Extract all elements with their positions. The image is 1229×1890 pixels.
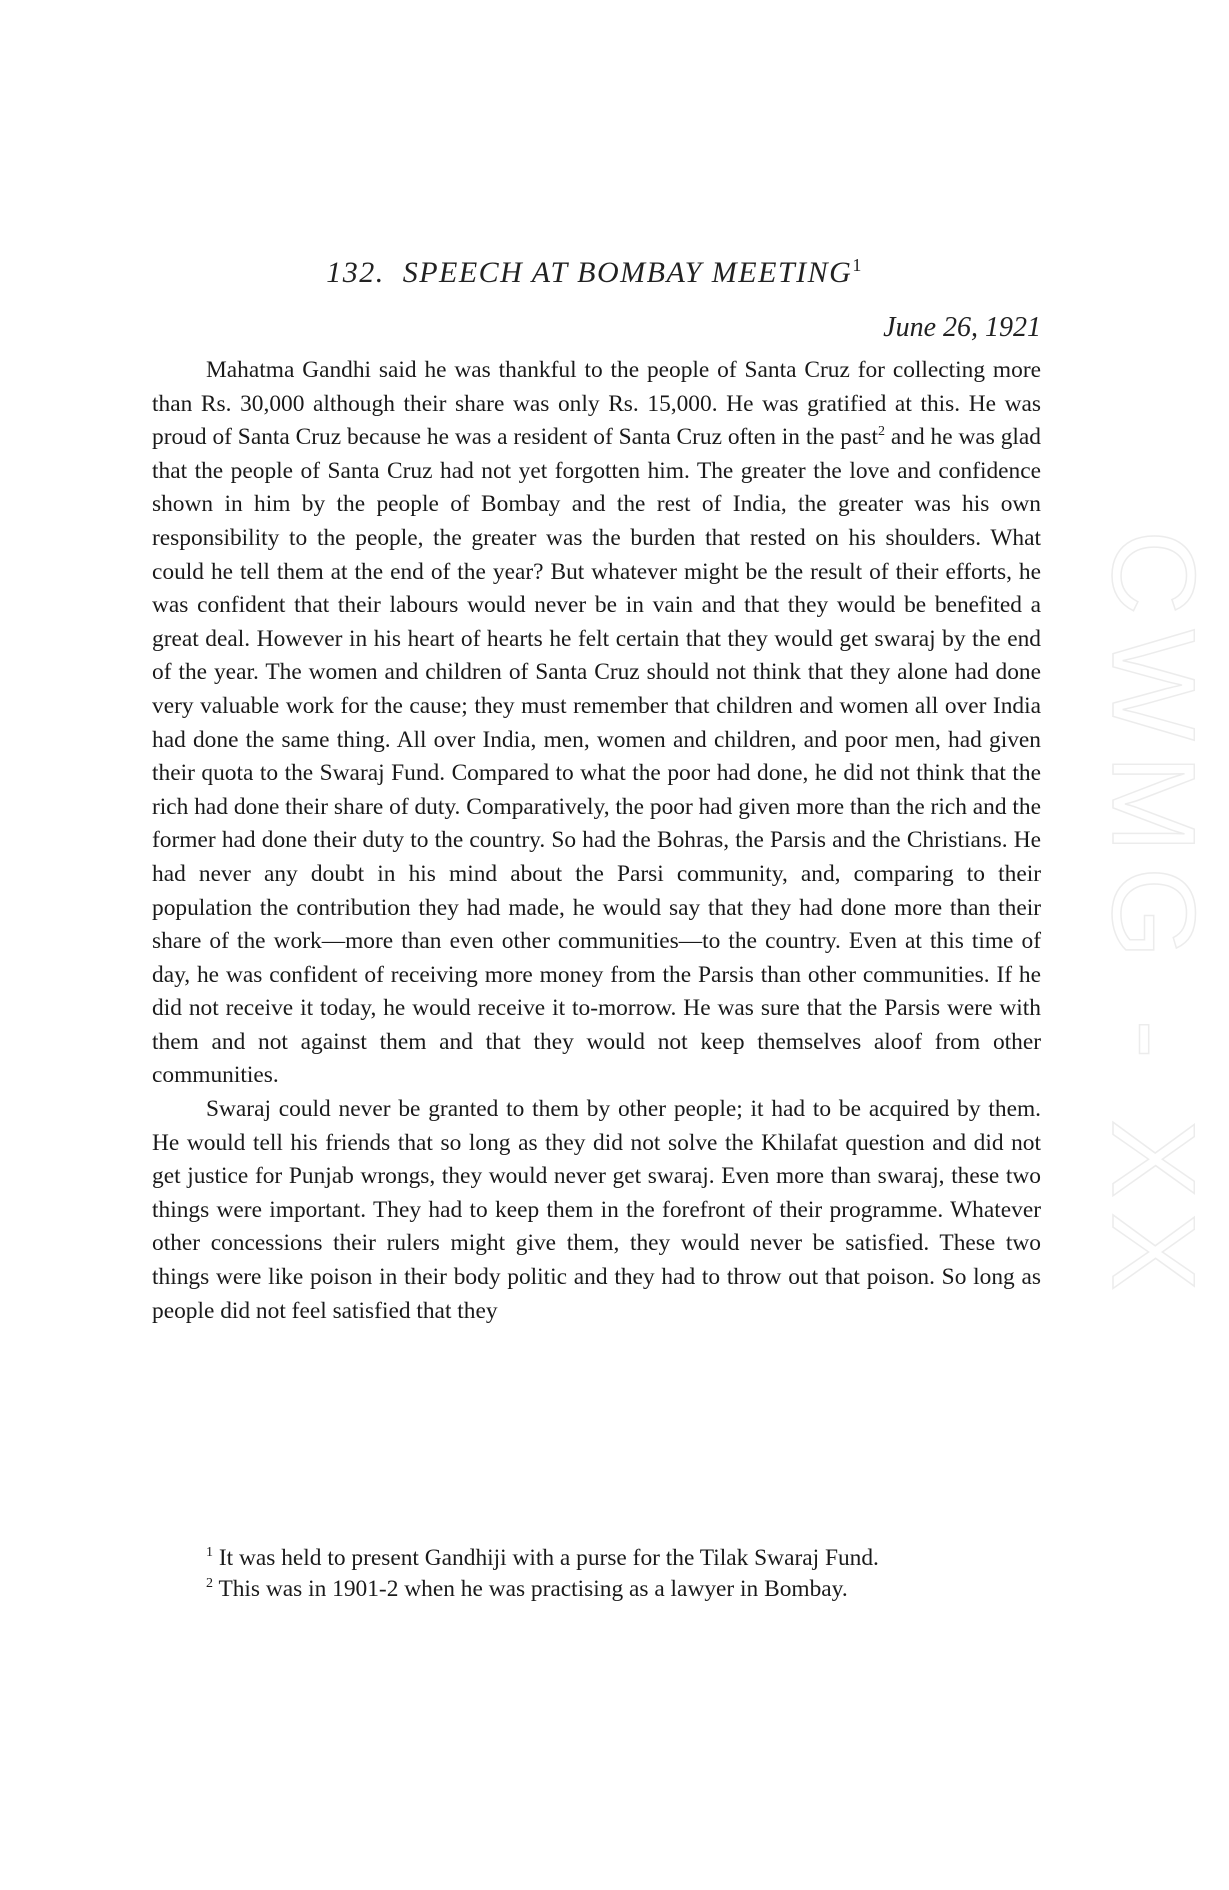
section-title: SPEECH AT BOMBAY MEETING <box>402 256 853 289</box>
footnote-2-text: This was in 1901-2 when he was practising as a lawyer in Bombay. <box>213 1576 848 1602</box>
footnote-1 <box>152 1543 1041 1574</box>
paragraph-2: Swaraj could never be granted to them by other people; it had to be acquired by them. He would tell his friends that so long as they did not solve the Khilafat question and did not get justice for Punjab wrongs, they would never get swaraj. Even more than swaraj, these two things were important. They had to keep them in the forefront of their programme. Whatever other concessions their rulers might give them, they would never be satisfied. These two things were like poison in their body politic and they had to throw out that poison. So long as people did not feel satisfied that they <box>152 1096 1041 1324</box>
footnote-1-text: It was held to present Gandhiji with a purse for the Tilak Swaraj Fund. <box>213 1545 879 1571</box>
footnote-2 <box>152 1574 1041 1605</box>
footnotes <box>152 1543 1041 1605</box>
speech-date: June 26, 1921 <box>883 312 1041 343</box>
body-text <box>152 354 1041 1328</box>
footnote-ref-2: 2 <box>877 423 885 440</box>
paragraph-1 <box>152 354 1041 1093</box>
paragraph-1-part-2: and he was glad that the people of Santa Cruz had not yet forgotten him. The greater the love and confidence shown in him by the people of Bombay and the rest of India, the greater was his own responsibility to the people, the greater was the burden that rested on his shoulders. What could he tell them at the end of the year? But whatever might be the result of their efforts, he was confident that their labours would never be in vain and that they would be benefited a great deal. However in his heart of hearts he felt certain that they would get swaraj by the end of the year. The women and children of Santa Cruz should not think that they alone had done very valuable work for the cause; they must remember that children and women all over India had done the same thing. All over India, men, women and children, and poor men, had given their quota to the Swaraj Fund. Compared to what the poor had done, he did not think that the rich had done their share of duty. Comparatively, the poor had given more than the rich and the former had done their duty to the country. So had the Bohras, the Parsis and the Christians. He had never any doubt in his mind about the Parsi community, and, comparing to their population the contribution they had made, he would say that they had done more than their share of the work—more than even other communities—to the country. Even at this time of day, he was confident of receiving more money from the Parsis than other communities. If he did not receive it today, he would receive it to-morrow. He was sure that the Parsis were with them and not against them and that they would not keep themselves aloof from other communities. <box>152 424 1041 1089</box>
section-number: 132. <box>326 256 385 289</box>
footnote-ref-1: 1 <box>852 255 863 275</box>
paragraph-1-part-1: Mahatma Gandhi said he was thankful to the people of Santa Cruz for collecting more than Rs. 30,000 although their share was only Rs. 15,000. He was gratified at this. He was proud of Santa Cruz because he was a resident of Santa Cruz often in the past <box>152 357 1041 451</box>
footnote-1-marker: 1 <box>206 1544 214 1561</box>
footnote-2-marker: 2 <box>206 1575 214 1592</box>
page-title <box>152 256 1037 290</box>
watermark-text: CWMG - XX <box>1087 530 1219 1305</box>
watermark <box>1085 530 1229 1360</box>
